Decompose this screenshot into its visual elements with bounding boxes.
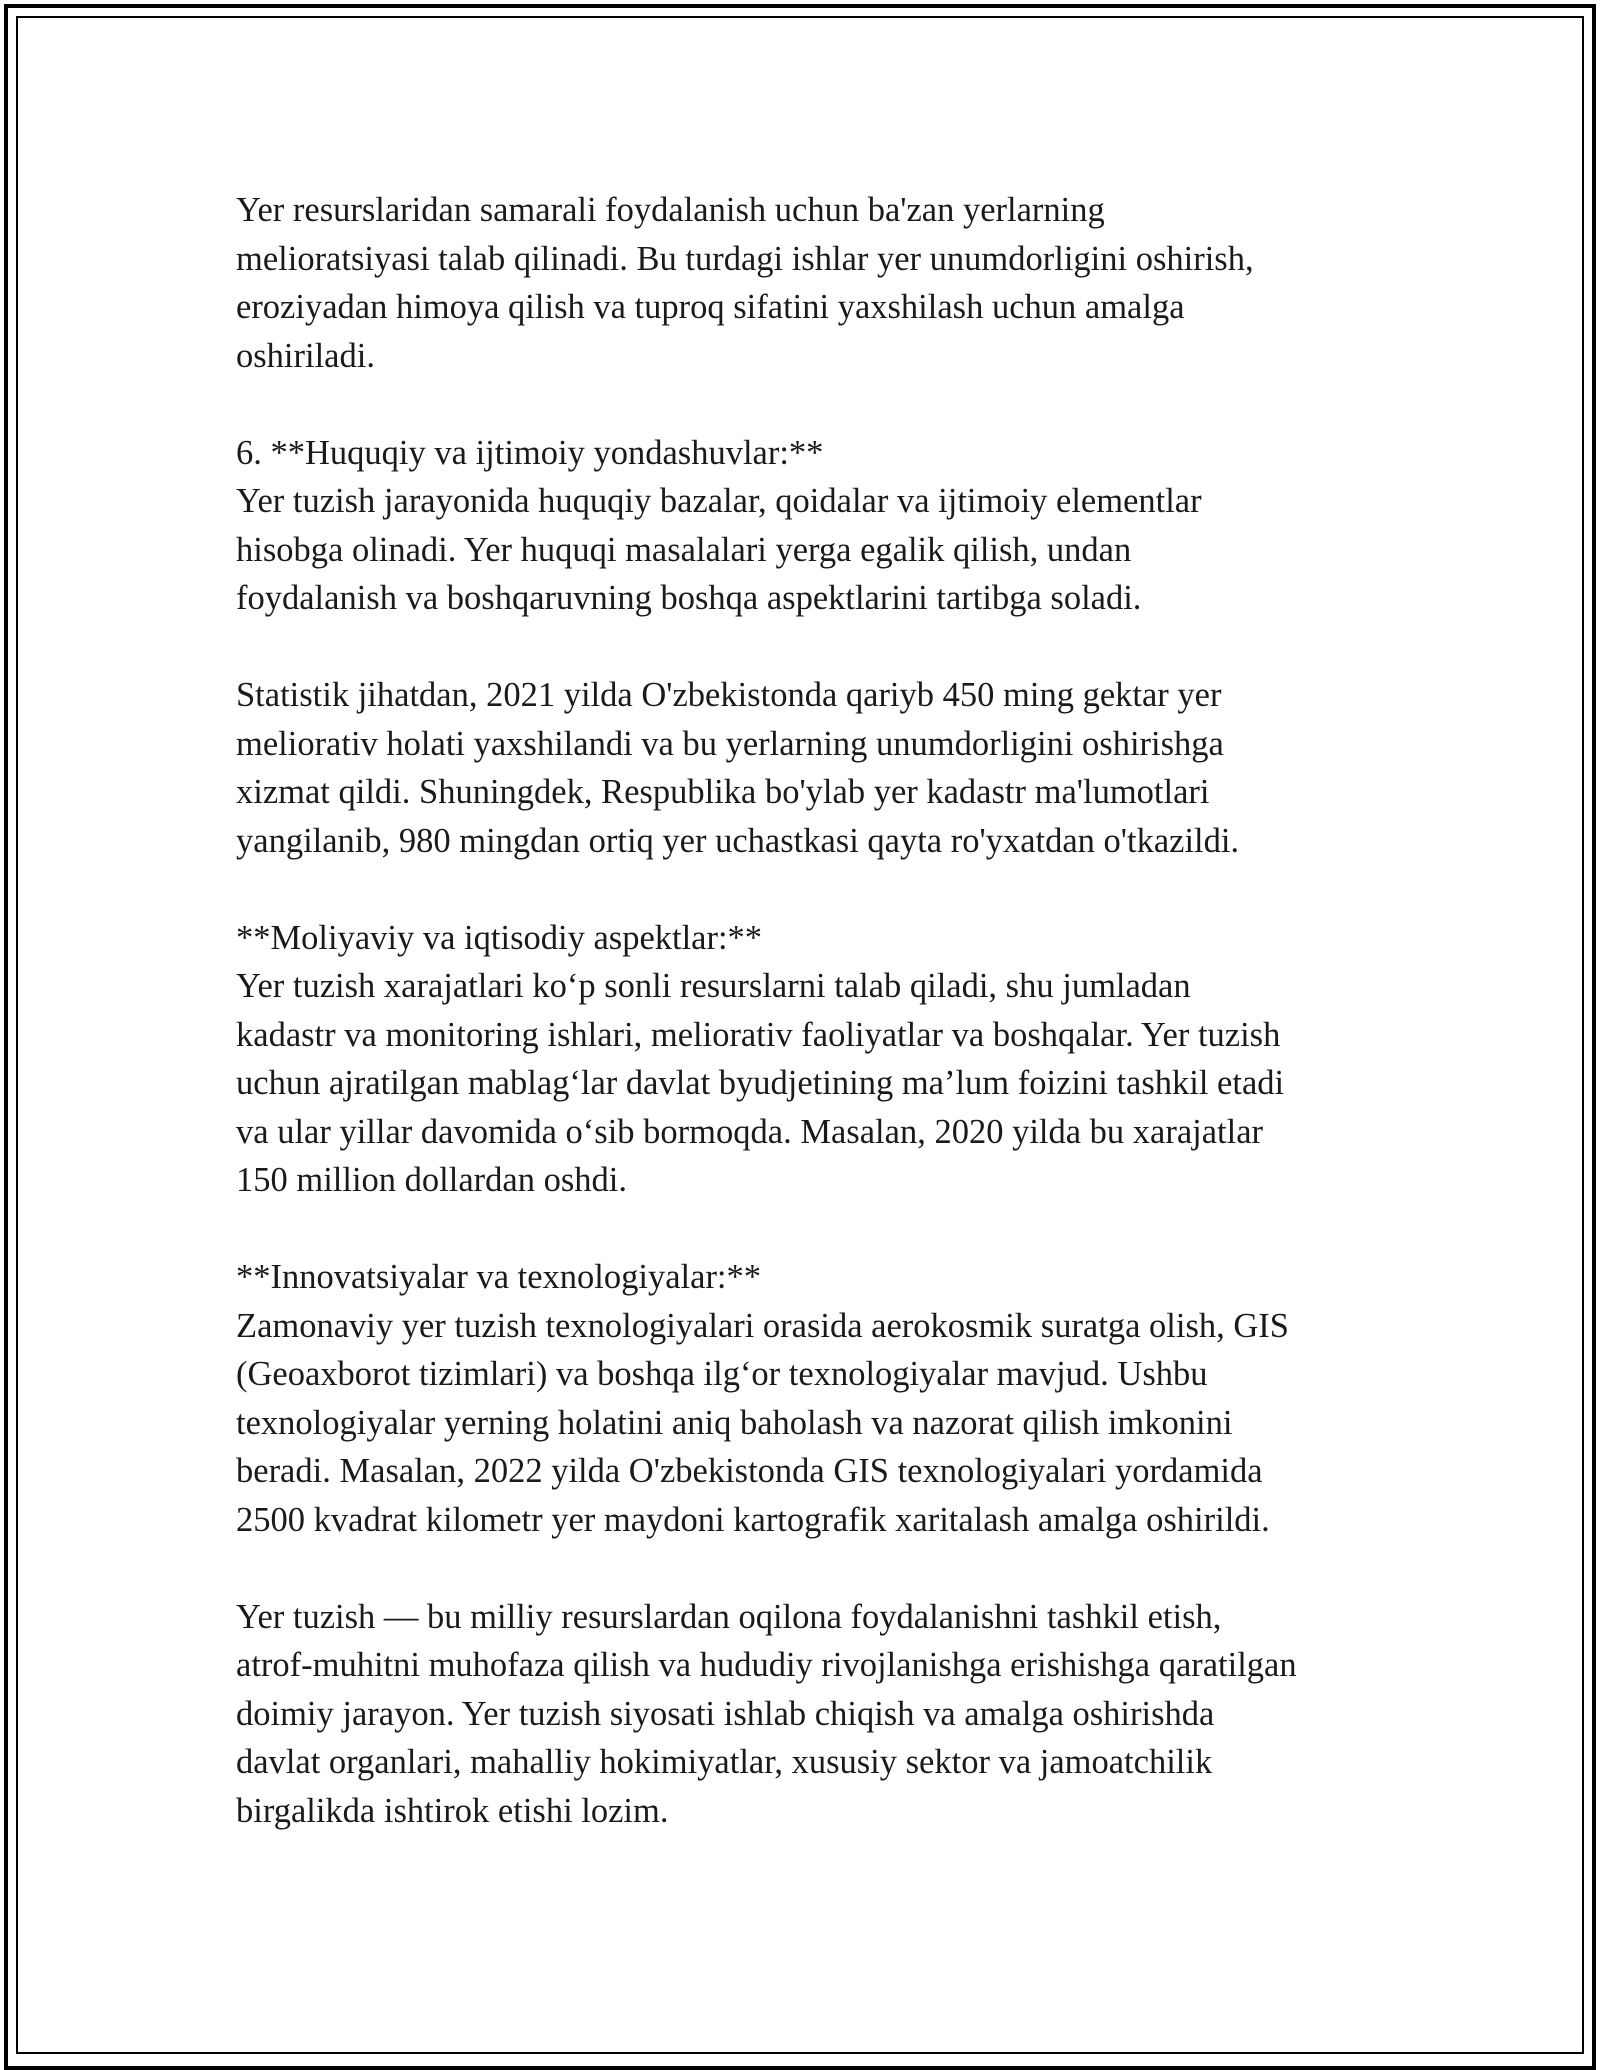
paragraph-melioration: Yer resurslaridan samarali foydalanish uchun ba'zan yerlarning melioratsiyasi talab qilinadi. Bu turdagi ishlar yer unumdorligini oshirish, eroziyadan himoya qilish va tuproq sifatini yaxshilash uchun amalga oshiriladi.	[236, 191, 1254, 375]
paragraph-innovations: **Innovatsiyalar va texnologiyalar:** Zamonaviy yer tuzish texnologiyalari orasida aerokosmik suratga olish, GIS (Geoaxborot tizimlari) va boshqa ilg‘or texnologiyalar mavjud. Ushbu texnologiyalar yerning holatini aniq baholash va nazorat qilish imkonini beradi. Masalan, 2022 yilda O'zbekistonda GIS texnologiyalari yordamida 2500 kvadrat kilometr yer maydoni kartografik xaritalash amalga oshirildi.	[236, 1258, 1289, 1539]
paragraph-conclusion: Yer tuzish — bu milliy resurslardan oqilona foydalanishni tashkil etish, atrof-muhitni muhofaza qilish va hududiy rivojlanishga erishishga qaratilgan doimiy jarayon. Yer tuzish siyosati ishlab chiqish va amalga oshirishda davlat organlari, mahalliy hokimiyatlar, xususiy sektor va jamoatchilik birgalikda ishtirok etishi lozim.	[236, 1597, 1297, 1830]
paragraph-gap	[236, 1544, 1396, 1593]
paragraph-gap	[236, 380, 1396, 429]
paragraph-gap	[236, 865, 1396, 914]
document-body	[236, 186, 1396, 1835]
paragraph-financial: **Moliyaviy va iqtisodiy aspektlar:** Yer tuzish xarajatlari ko‘p sonli resurslarni talab qiladi, shu jumladan kadastr va monitoring ishlari, meliorativ faoliyatlar va boshqalar. Yer tuzish uchun ajratilgan mablag‘lar davlat byudjetining ma’lum foizini tashkil etadi va ular yillar davomida o‘sib bormoqda. Masalan, 2020 yilda bu xarajatlar 150 million dollardan oshdi.	[236, 918, 1285, 1199]
paragraph-gap	[236, 623, 1396, 672]
paragraph-legal-social: 6. **Huquqiy va ijtimoiy yondashuvlar:** Yer tuzish jarayonida huquqiy bazalar, qoidalar va ijtimoiy elementlar hisobga olinadi. Yer huquqi masalalari yerga egalik qilish, undan foydalanish va boshqaruvning boshqa aspektlarini tartibga soladi.	[236, 433, 1202, 617]
paragraph-gap	[236, 1205, 1396, 1254]
paragraph-statistics: Statistik jihatdan, 2021 yilda O'zbekistonda qariyb 450 ming gektar yer meliorativ holati yaxshilandi va bu yerlarning unumdorligini oshirishga xizmat qildi. Shuningdek, Respublika bo'ylab yer kadastr ma'lumotlari yangilanib, 980 mingdan ortiq yer uchastkasi qayta ro'yxatdan o'tkazildi.	[236, 676, 1240, 860]
